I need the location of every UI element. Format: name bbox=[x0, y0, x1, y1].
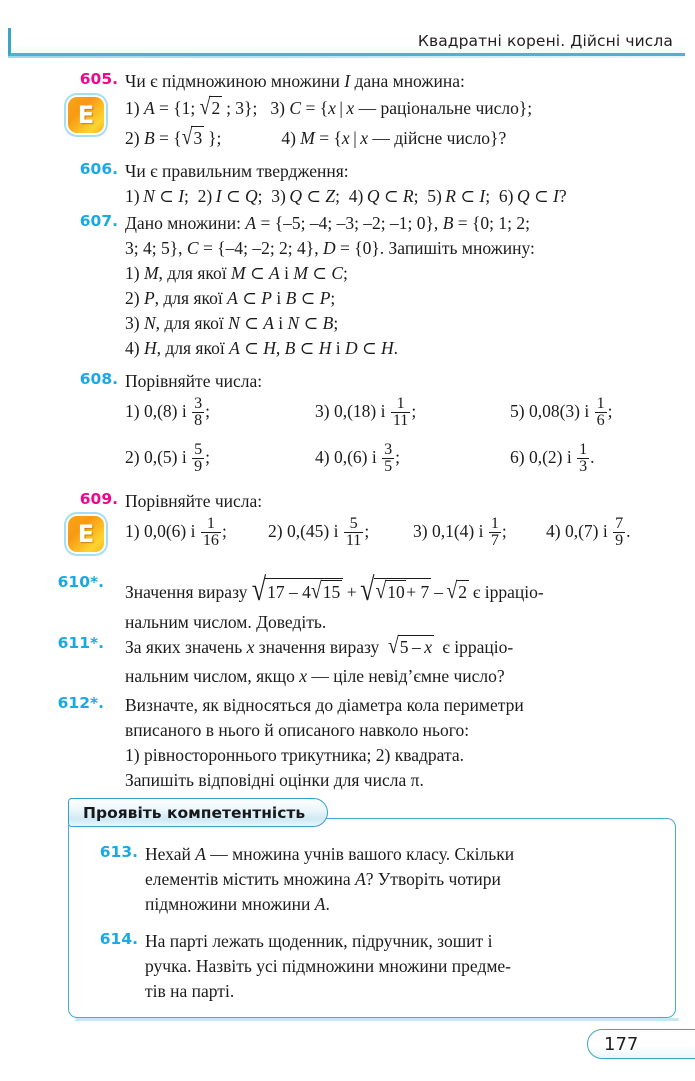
numerator: 1 bbox=[579, 440, 588, 458]
denominator: 11 bbox=[345, 532, 362, 550]
item-label: 3) bbox=[315, 401, 330, 422]
item-tail: ; bbox=[607, 401, 613, 422]
numerator: 7 bbox=[615, 515, 624, 532]
fraction-item bbox=[125, 396, 315, 430]
fraction-item bbox=[125, 516, 268, 550]
denominator: 16 bbox=[202, 532, 219, 550]
exercise-line: 4) H, для якої A ⊂ H, B ⊂ H і D ⊂ H. bbox=[125, 338, 399, 359]
exercise-line: Нехай A — множина учнів вашого класу. Скільки bbox=[145, 844, 515, 864]
expr-suffix: є ірраціо- bbox=[472, 582, 544, 602]
denominator: 6 bbox=[596, 412, 605, 430]
exercise-number: 608. bbox=[79, 370, 118, 388]
competence-e-icon bbox=[68, 97, 104, 133]
fraction-item bbox=[510, 442, 595, 476]
denominator: 8 bbox=[194, 412, 203, 430]
exercise-line: тів на парті. bbox=[145, 981, 235, 1002]
exercise-line: ручка. Назвіть усі підмножини множини предме- bbox=[145, 956, 512, 977]
exercise-line: підмножини множини A. bbox=[145, 894, 330, 915]
item-tail: ; bbox=[411, 401, 417, 422]
exercise-line: 1) рівностороннього трикутника; 2) квадрата. bbox=[125, 745, 464, 766]
numerator: 3 bbox=[384, 440, 393, 458]
exercise-line: 2) B = {√3 }; 4) M = {x | x — дійсне число}? bbox=[125, 125, 507, 150]
exercise-number: 612*. bbox=[57, 694, 104, 712]
numerator: 5 bbox=[349, 515, 358, 532]
fraction-item bbox=[125, 442, 315, 476]
exercise-614 bbox=[82, 930, 662, 1002]
exercise-number: 611*. bbox=[57, 634, 104, 652]
denominator: 9 bbox=[194, 458, 203, 476]
competence-tab bbox=[68, 798, 328, 827]
exercise-line: нальним числом, якщо x — ціле невід’ємне число? bbox=[125, 665, 505, 686]
page-title: Квадратні корені. Дійсні числа bbox=[417, 32, 673, 50]
item-label: 2) bbox=[125, 446, 140, 467]
item-decimal: 0,08(3) і bbox=[528, 401, 590, 422]
exercise-number: 610*. bbox=[57, 573, 104, 591]
item-label: 2) bbox=[268, 521, 283, 542]
item-decimal: 0,(8) і bbox=[143, 401, 187, 422]
exercise-prompt: Порівняйте числа: bbox=[125, 371, 263, 391]
exercise-611 bbox=[48, 634, 688, 687]
item-label: 4) bbox=[546, 521, 561, 542]
exercise-612 bbox=[48, 694, 688, 791]
item-label: 1) bbox=[125, 401, 140, 422]
radicand: 2 bbox=[458, 582, 468, 602]
competence-tab-label: Проявіть компетентність bbox=[83, 803, 306, 822]
item-tail: . bbox=[590, 446, 595, 467]
exercise-line: Чи є підмножиною множини I дана множина: bbox=[125, 71, 465, 91]
exercise-line: Дано множини: A = {–5; –4; –3; –2; –1; 0}, B = {0; 1; 2; bbox=[125, 213, 530, 233]
item-decimal: 0,(7) і bbox=[564, 521, 608, 542]
exercise-number: 613. bbox=[99, 843, 138, 861]
exercise-line: 3; 4; 5}, C = {–4; –2; 2; 4}, D = {0}. Запишіть множину: bbox=[125, 238, 535, 259]
exercise-line: 1) A = {1; √2 ; 3}; 3) C = {x | x — раціональне число}; bbox=[125, 95, 533, 121]
exercise-number: 609. bbox=[79, 490, 118, 508]
denominator: 3 bbox=[579, 458, 588, 476]
exercise-number: 606. bbox=[79, 160, 118, 178]
radical: √2 bbox=[446, 579, 468, 605]
item-decimal: 0,0(6) і bbox=[143, 521, 196, 542]
item-label: 1) bbox=[125, 521, 140, 542]
radicand: 17 – 4 bbox=[267, 582, 311, 602]
nested-radicand: 10 bbox=[387, 582, 405, 602]
page-number-badge bbox=[587, 1029, 695, 1059]
item-decimal: 0,(6) і bbox=[333, 446, 377, 467]
item-tail: . bbox=[626, 521, 631, 542]
item-decimal: 0,(5) і bbox=[143, 446, 187, 467]
item-label: 3) bbox=[413, 521, 428, 542]
denominator: 11 bbox=[392, 412, 409, 430]
exercise-line: Запишіть відповідні оцінки для числа π. bbox=[125, 770, 424, 791]
exercise-line: Чи є правильним твердження: bbox=[125, 161, 349, 181]
expr-suffix: є ірраціо- bbox=[442, 637, 514, 657]
item-label: 6) bbox=[510, 446, 525, 467]
competence-e-icon bbox=[68, 516, 104, 552]
exercise-605 bbox=[62, 70, 682, 151]
exercise-line: вписаного в нього й описаного навколо нього: bbox=[125, 720, 470, 741]
fraction-item bbox=[546, 516, 631, 550]
exercise-line: Визначте, як відносяться до діаметра кола периметри bbox=[125, 695, 524, 715]
exercise-line: елементів містить множина A? Утворіть чотири bbox=[145, 869, 501, 890]
page-number: 177 bbox=[604, 1033, 639, 1055]
fraction-item bbox=[413, 516, 546, 550]
numerator: 1 bbox=[490, 515, 499, 532]
exercise-line: За яких значень x значення виразу √5 – x є ірраціо- bbox=[125, 634, 514, 660]
radicand-tail: + 7 bbox=[406, 582, 430, 602]
fraction-item bbox=[315, 396, 510, 430]
item-label: 5) bbox=[510, 401, 525, 422]
denominator: 9 bbox=[615, 532, 624, 550]
item-decimal: 0,(18) і bbox=[333, 401, 386, 422]
exercise-line: 1) N ⊂ I; 2) I ⊂ Q; 3) Q ⊂ Z; 4) Q ⊂ R; 5) R ⊂ I; 6) Q ⊂ I? bbox=[125, 186, 567, 207]
radical: √17 – 4√15 bbox=[252, 573, 343, 606]
exercise-609 bbox=[62, 490, 682, 512]
exercise-prompt: Порівняйте числа: bbox=[125, 491, 263, 511]
exercise-607 bbox=[62, 212, 682, 359]
exercise-line: 3) N, для якої N ⊂ A і N ⊂ B; bbox=[125, 313, 339, 334]
item-decimal: 0,(2) і bbox=[528, 446, 572, 467]
fraction-item bbox=[510, 396, 613, 430]
competence-e-letter: E bbox=[77, 101, 95, 129]
radical: √5 – x bbox=[388, 634, 433, 660]
numerator: 5 bbox=[194, 440, 203, 458]
item-tail: ; bbox=[501, 521, 507, 542]
fraction-item bbox=[315, 442, 510, 476]
item-decimal: 0,1(4) і bbox=[431, 521, 484, 542]
denominator: 5 bbox=[384, 458, 393, 476]
exercise-610 bbox=[48, 573, 688, 633]
item-tail: ; bbox=[205, 401, 211, 422]
item-tail: ; bbox=[221, 521, 227, 542]
exercise-609-items bbox=[125, 516, 685, 550]
running-head-bar bbox=[8, 28, 685, 56]
exercise-line: 1) M, для якої M ⊂ A і M ⊂ C; bbox=[125, 263, 348, 284]
exercise-line: На парті лежать щоденник, підручник, зошит і bbox=[145, 931, 493, 951]
denominator: 7 bbox=[490, 532, 499, 550]
numerator: 1 bbox=[596, 395, 605, 412]
numerator: 1 bbox=[206, 515, 215, 532]
exercise-line: Значення виразу √17 – 4√15 + √√10+ 7 – √2 є ірраціо- bbox=[125, 571, 544, 608]
radical: √√10+ 7 bbox=[360, 571, 430, 608]
fraction-item bbox=[268, 516, 413, 550]
exercise-number: 614. bbox=[99, 930, 138, 948]
item-label: 4) bbox=[315, 446, 330, 467]
exercise-number: 607. bbox=[79, 212, 118, 230]
item-tail: ; bbox=[364, 521, 370, 542]
exercise-number: 605. bbox=[79, 70, 118, 88]
exercise-608-items bbox=[125, 396, 685, 476]
numerator: 1 bbox=[396, 395, 405, 412]
item-tail: ; bbox=[395, 446, 401, 467]
exercise-line: нальним числом. Доведіть. bbox=[125, 612, 327, 633]
exercise-608 bbox=[62, 370, 682, 392]
numerator: 3 bbox=[194, 395, 203, 412]
item-decimal: 0,(45) і bbox=[286, 521, 339, 542]
exercise-613 bbox=[82, 843, 662, 915]
exercise-606 bbox=[62, 160, 682, 207]
exercise-line: 2) P, для якої A ⊂ P і B ⊂ P; bbox=[125, 288, 336, 309]
competence-e-letter: E bbox=[77, 520, 95, 548]
expr-prefix: Значення виразу bbox=[125, 582, 248, 602]
nested-radicand: 15 bbox=[322, 582, 341, 602]
item-tail: ; bbox=[205, 446, 211, 467]
